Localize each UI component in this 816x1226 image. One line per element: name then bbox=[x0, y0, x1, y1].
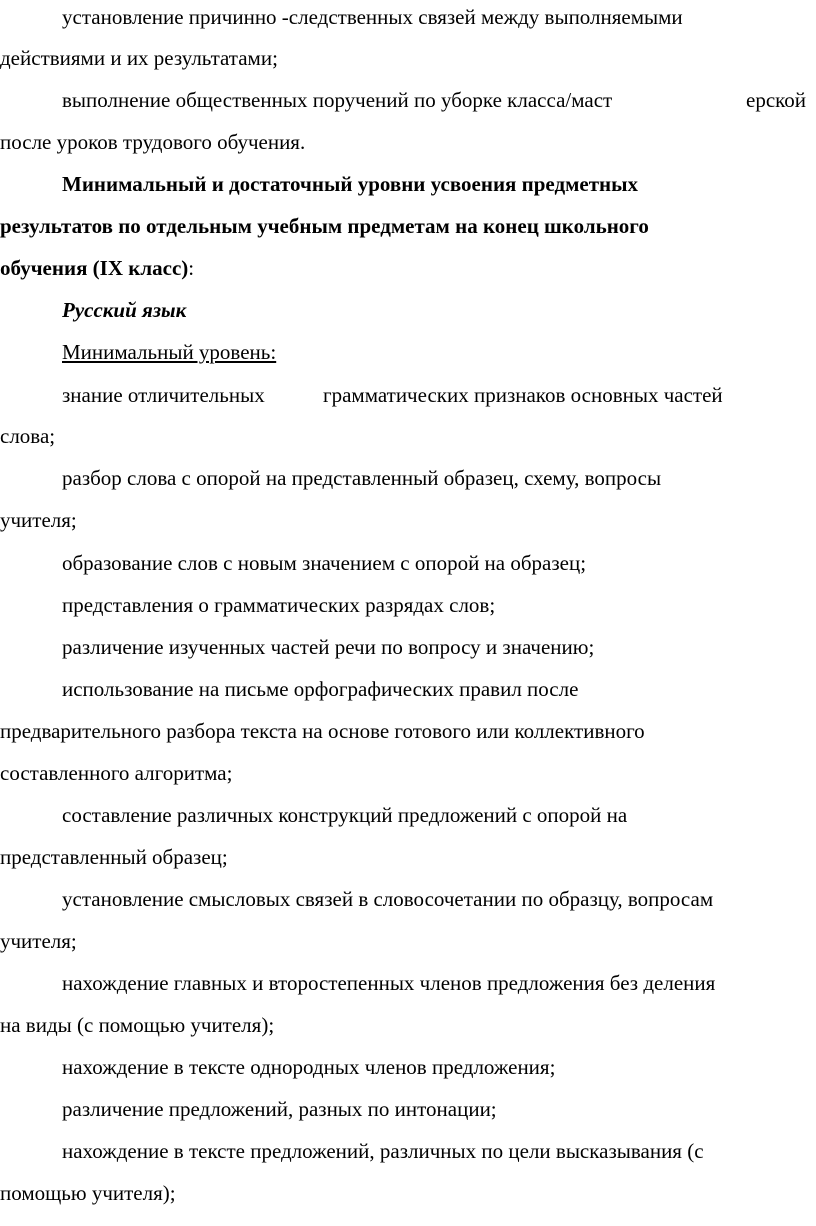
section-heading-colon: : bbox=[188, 256, 195, 280]
text-line: установление причинно -следственных связей между выполняемыми bbox=[62, 5, 683, 29]
text-line: установление смысловых связей в словосочетании по образцу, вопросам bbox=[62, 887, 714, 911]
text-line: различение изученных частей речи по вопросу и значению; bbox=[62, 635, 595, 659]
text-line: выполнение общественных поручений по уборке класса/маст bbox=[62, 88, 613, 112]
text-line: использование на письме орфографических правил после bbox=[62, 677, 579, 701]
level-label: Минимальный уровень: bbox=[62, 340, 277, 364]
text-line: предварительного разбора текста на основе готового или коллективного bbox=[0, 719, 645, 743]
text-line: представления о грамматических разрядах слов; bbox=[62, 593, 496, 617]
subject-title: Русский язык bbox=[62, 298, 187, 322]
text-line: на виды (с помощью учителя); bbox=[0, 1013, 275, 1037]
section-heading-text: обучения (IX класс) bbox=[0, 256, 189, 280]
text-line: составление различных конструкций предложений с опорой на bbox=[62, 803, 628, 827]
text-line: составленного алгоритма; bbox=[0, 761, 233, 785]
text-line: после уроков трудового обучения. bbox=[0, 130, 306, 154]
text-line: представленный образец; bbox=[0, 845, 228, 869]
text-line: нахождение в тексте предложений, различных по цели высказывания (с bbox=[62, 1139, 704, 1163]
text-line: нахождение в тексте однородных членов предложения; bbox=[62, 1055, 556, 1079]
section-heading: Минимальный и достаточный уровни усвоения предметных bbox=[62, 172, 639, 196]
section-heading bbox=[0, 258, 194, 279]
text-line: различение предложений, разных по интонации; bbox=[62, 1097, 497, 1121]
text-line: разбор слова с опорой на представленный образец, схему, вопросы bbox=[62, 466, 662, 490]
text-line: ерской bbox=[746, 88, 807, 112]
section-heading: результатов по отдельным учебным предметам на конец школьного bbox=[0, 214, 649, 238]
text-line: учителя; bbox=[0, 929, 77, 953]
text-line: помощью учителя); bbox=[0, 1181, 176, 1205]
text-line: учителя; bbox=[0, 508, 77, 532]
text-line: знание отличительных bbox=[62, 383, 265, 407]
text-line: слова; bbox=[0, 424, 56, 448]
text-line: образование слов с новым значением с опорой на образец; bbox=[62, 551, 587, 575]
text-line: действиями и их результатами; bbox=[0, 46, 278, 70]
text-line: грамматических признаков основных частей bbox=[323, 383, 723, 407]
text-line: нахождение главных и второстепенных членов предложения без деления bbox=[62, 971, 716, 995]
